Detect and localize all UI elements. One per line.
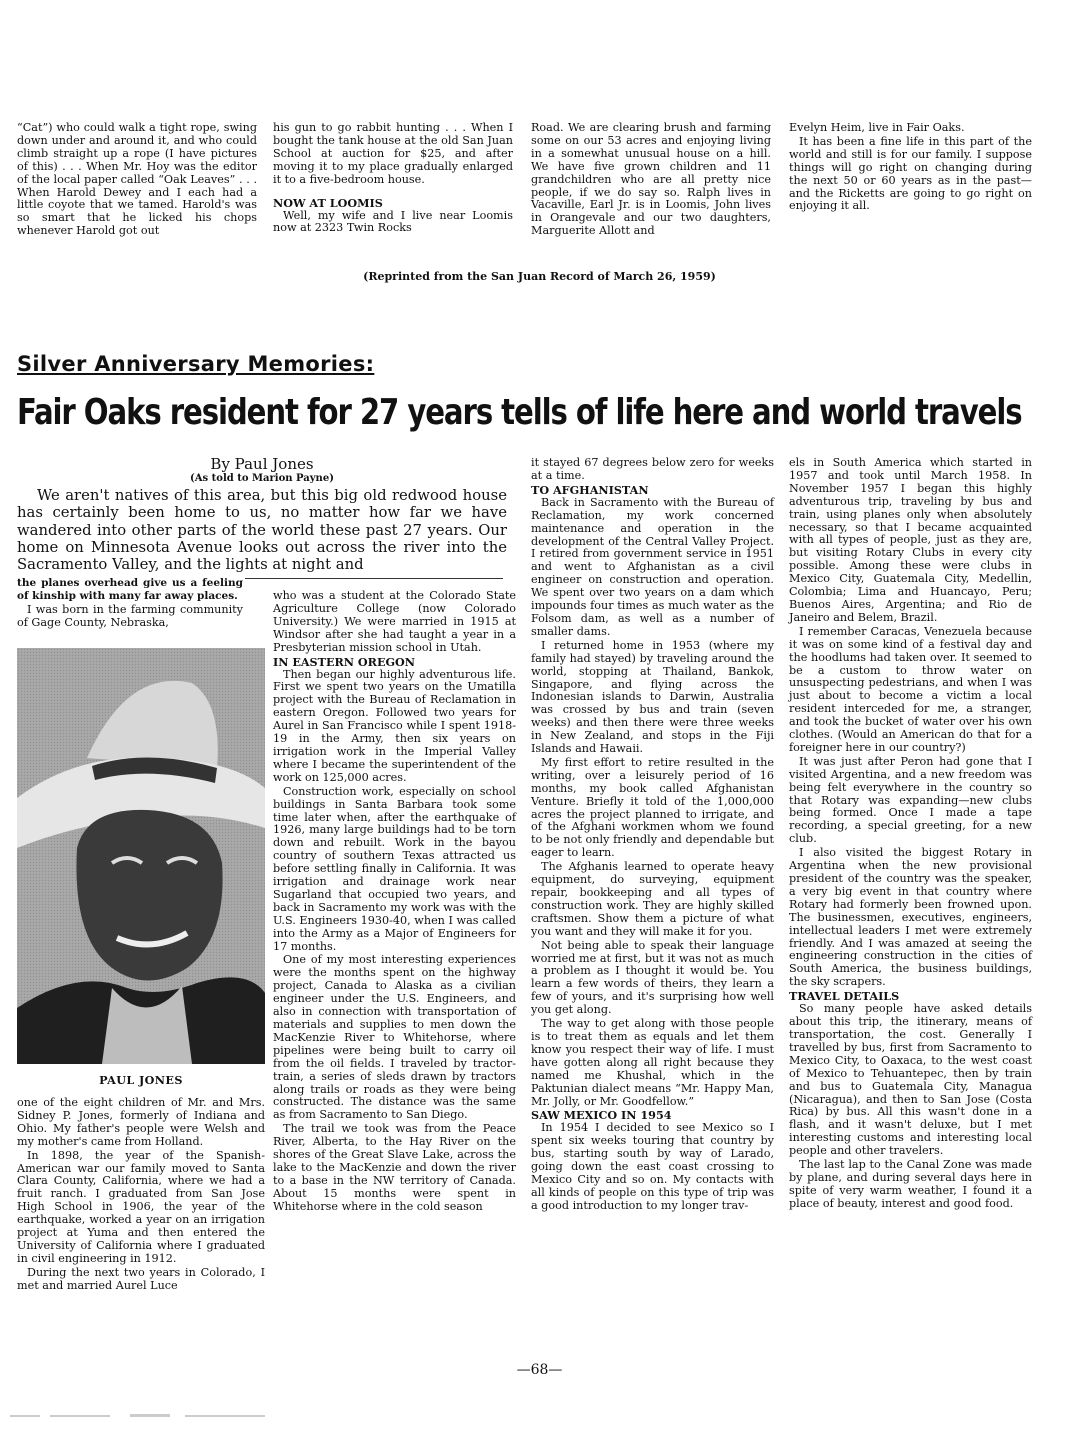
paragraph: I also visited the biggest Rotary in Argentina when the new provisional president of the country was the speaker, a very big event in that country where Rotary had formerly been frowned upon. The businessmen, executives, engineers, intellectual leaders I met were extremely friendly. And I was amazed at seeing the engineering construction in the cities of South America, the business buildings, the sky scrapers. xyxy=(789,846,1032,989)
subheading: TRAVEL DETAILS xyxy=(789,989,900,1004)
byline: By Paul Jones xyxy=(210,455,314,473)
top-column-1 xyxy=(17,122,257,239)
paragraph: The way to get along with those people is to treat them as equals and let them know you respect their way of life. I must have gotten along all right because they named me Khushal, which in the Paktunian dialect means “Mr. Happy Man, Mr. Jolly, or Mr. Goodfellow.” xyxy=(531,1017,774,1108)
photo-caption: PAUL JONES xyxy=(99,1073,183,1087)
top-column-2 xyxy=(273,122,513,236)
divider xyxy=(245,578,503,579)
paragraph: Evelyn Heim, live in Fair Oaks. xyxy=(789,121,965,134)
paragraph: My first effort to retire resulted in the writing, over a leisurely period of 16 months, my book called Afghanistan Venture. Briefly it told of the 1,000,000 acres the project planned to irrigate, and of the Afghani workmen whom we found to be not only friendly and dependable but eager to learn. xyxy=(531,755,774,860)
paragraph: It has been a fine life in this part of the world and still is for our family. I suppose things will go right on changing during the next 50 or 60 years as in the past—and the Ricketts are going to go right on enjoying it all. xyxy=(789,134,1032,213)
paragraph: Well, my wife and I live near Loomis now at 2323 Twin Rocks xyxy=(273,208,513,235)
top-column-4 xyxy=(789,122,1032,214)
column-2 xyxy=(273,590,516,1215)
paragraph: els in South America which started in 1957 and took until March 1958. In November 1957 I began this highly adventurous trip, traveling by bus and train, using planes only when absolutely necessary, so that I became acquainted with all types of people, just as they are, but visiting Rotary Clubs in every city possible. Among these were clubs in Mexico City, Guatemala City, Medellin, Colombia; Lima and Huancayo, Peru; Buenos Aires, Argentina; and Rio de Janeiro and Belem, Brazil. xyxy=(789,456,1032,624)
paragraph: I was born in the farming community of Gage County, Nebraska, xyxy=(17,602,243,629)
paragraph: In 1898, the year of the Spanish-American war our family moved to Santa Clara County, California, where we had a fruit ranch. I graduated from San Jose High School in 1906, the year of the earthquake, worked a year on an irrigation project at Yuma and then entered the University of California where I graduated in civil engineering in 1912. xyxy=(17,1148,265,1265)
paragraph: The Afghanis learned to operate heavy equipment, do surveying, equipment repair, bookkeeping and all types of construction work. They are highly skilled craftsmen. Show them a picture of what you want and they will make it for you. xyxy=(531,860,774,938)
paragraph: it stayed 67 degrees below zero for weeks at a time. xyxy=(531,456,774,482)
top-column-3 xyxy=(531,122,771,239)
paragraph: Then began our highly adventurous life. First we spent two years on the Umatilla project with the Bureau of Reclamation in eastern Oregon. Followed two years for Aurel in San Francisco while I spent 1918-19 in the Army, then six years on irrigation work in the Imperial Valley where I became the superintendent of the work on 125,000 acres. xyxy=(273,667,516,784)
column-4 xyxy=(789,457,1032,1212)
headline: Fair Oaks resident for 27 years tells of life here and world travels xyxy=(17,392,1022,433)
paragraph: Back in Sacramento with the Bureau of Reclamation, my work concerned maintenance and operation in the development of the Central Valley Project. I retired from government service in 1951 and went to Afghanistan as a civil engineer on construction and operation. We spent over two years on a dam which impounds four times as much water as the Folsom dam, as well as a number of smaller dams. xyxy=(531,495,774,638)
subheading: IN EASTERN OREGON xyxy=(273,654,416,669)
paragraph: It was just after Peron had gone that I visited Argentina, and a new freedom was being felt everywhere in the country so that Rotary was expanding—new clubs being formed. Once I made a tape recording, a special greeting, for a new club. xyxy=(789,754,1032,846)
kicker-heading: Silver Anniversary Memories: xyxy=(17,352,375,376)
paragraph: one of the eight children of Mr. and Mrs. Sidney P. Jones, formerly of Indiana and Ohio. My father's people were Welsh and my mother's came from Holland. xyxy=(17,1096,265,1148)
paragraph: During the next two years in Colorado, I met and married Aurel Luce xyxy=(17,1265,265,1292)
paragraph: The last lap to the Canal Zone was made by plane, and during several days here in spite of very warm weather, I found it a place of beauty, interest and good food. xyxy=(789,1158,1032,1210)
page-number: —68— xyxy=(516,1362,563,1378)
subheading: SAW MEXICO IN 1954 xyxy=(531,1108,672,1123)
column-1-bottom xyxy=(17,1097,265,1294)
as-told-credit: (As told to Marion Payne) xyxy=(190,473,334,484)
paragraph: I remember Caracas, Venezuela because it was on some kind of a festival day and the hoodlums had taken over. It seemed to be a custom to throw water on unsuspecting pedestrians, and when I was just about to become a victim a local resident interceded for me, a stranger, and took the bucket of water over his own clothes. (Would an American do that for a foreigner here in our country?) xyxy=(789,624,1032,754)
paragraph: the planes overhead give us a feeling of kinship with many far away places. xyxy=(17,577,243,602)
paragraph: his gun to go rabbit hunting . . . When I bought the tank house at the old San Juan School at auction for $25, and after moving it to my place gradually enlarged it to a five-bedroom house. xyxy=(273,121,513,186)
paragraph: Construction work, especially on school buildings in Santa Barbara took some time later when, after the earthquake of 1926, many large buildings had to be torn down and rebuilt. Work in the bayou country of southern Texas attracted us before settling finally in California. It was irrigation and drainage work near Sugarland that occupied two years, and back in Sacramento my work was with the U.S. Engineers 1930-40, when I was called into the Army as a Major of Engineers for 17 months. xyxy=(273,784,516,953)
paragraph: The trail we took was from the Peace River, Alberta, to the Hay River on the shores of the Great Slave Lake, across the lake to the MacKenzie and down the river to a base in the NW territory of Canada. About 15 months were spent in Whitehorse where in the cold season xyxy=(273,1122,516,1213)
portrait-photo xyxy=(17,648,265,1064)
column-3 xyxy=(531,457,774,1214)
paragraph: In 1954 I decided to see Mexico so I spent six weeks touring that country by bus, starting south by way of Larado, going down the east coast crossing to Mexico City and so on. My contacts with all kinds of people on this type of trip was a good introduction to my longer trav- xyxy=(531,1121,774,1212)
column-1-top xyxy=(17,577,243,631)
paragraph: One of my most interesting experiences were the months spent on the highway project, Canada to Alaska as a civilian engineer under the U.S. Engineers, and also in connection with transportation of materials and supplies to men down the MacKenzie River to Whitehorse, where pipelines were being built to carry oil from the oil fields. I traveled by tractor-train, a series of sleds drawn by tractors along trails or roads as they were being constructed. The distance was the same as from Sacramento to San Diego. xyxy=(273,953,516,1122)
paragraph: So many people have asked details about this trip, the itinerary, means of transportation, the cost. Generally I travelled by bus, first from Sacramento to Mexico City, to Oaxaca, to the west coast of Mexico to Tehuantepec, then by train and bus to Guatemala City, Managua (Nicaragua), and then to San Jose (Costa Rica) by bus. All this wasn't done in a flash, and it wasn't deluxe, but I met interesting customs and interesting local people and other travelers. xyxy=(789,1002,1032,1158)
paragraph: I returned home in 1953 (where my family had stayed) by traveling around the world, stopping at Thailand, Bankok, Singapore, and flying across the Indonesian islands to Darwin, Australia was crossed by bus and train (seven weeks) and then there were three weeks in New Zealand, and stops in the Fiji Islands and Hawaii. xyxy=(531,638,774,756)
paragraph: who was a student at the Colorado State Agriculture College (now Colorado University.) We were married in 1915 at Windsor after she had taught a year in a Presbyterian mission school in Utah. xyxy=(273,589,516,654)
subheading: TO AFGHANISTAN xyxy=(531,482,649,497)
scan-smudge xyxy=(10,1413,270,1419)
reprint-note: (Reprinted from the San Juan Record of March 26, 1959) xyxy=(363,270,716,283)
paragraph: “Cat”) who could walk a tight rope, swing down under and around it, and who could climb straight up a rope (I have pictures of this) . . . When Mr. Hoy was the editor of the local paper called “Oak Leaves” . . . When Harold Dewey and I each had a little coyote that we tamed. Harold's was so smart that he licked his chops whenever Harold got out xyxy=(17,121,257,238)
subheading: NOW AT LOOMIS xyxy=(273,195,383,210)
lede-paragraph: We aren't natives of this area, but this big old redwood house has certainly been home to us, no matter how far we have wandered into other parts of the world these past 27 years. Our home on Minnesota Avenue looks out across the river into the Sacramento Valley, and the lights at night and xyxy=(17,487,507,574)
paragraph: Road. We are clearing brush and farming some on our 53 acres and enjoying living in a somewhat unusual house on a hill. We have five grown children and 11 grandchildren who are all pretty nice people, if we do say so. Ralph lives in Vacaville, Earl Jr. is in Loomis, John lives in Orangevale and our two daughters, Marguerite Allott and xyxy=(531,121,771,238)
paragraph: Not being able to speak their language worried me at first, but it was not as much a problem as I thought it would be. You learn a few words of theirs, they learn a few of yours, and it's surprising how well you get along. xyxy=(531,938,774,1017)
